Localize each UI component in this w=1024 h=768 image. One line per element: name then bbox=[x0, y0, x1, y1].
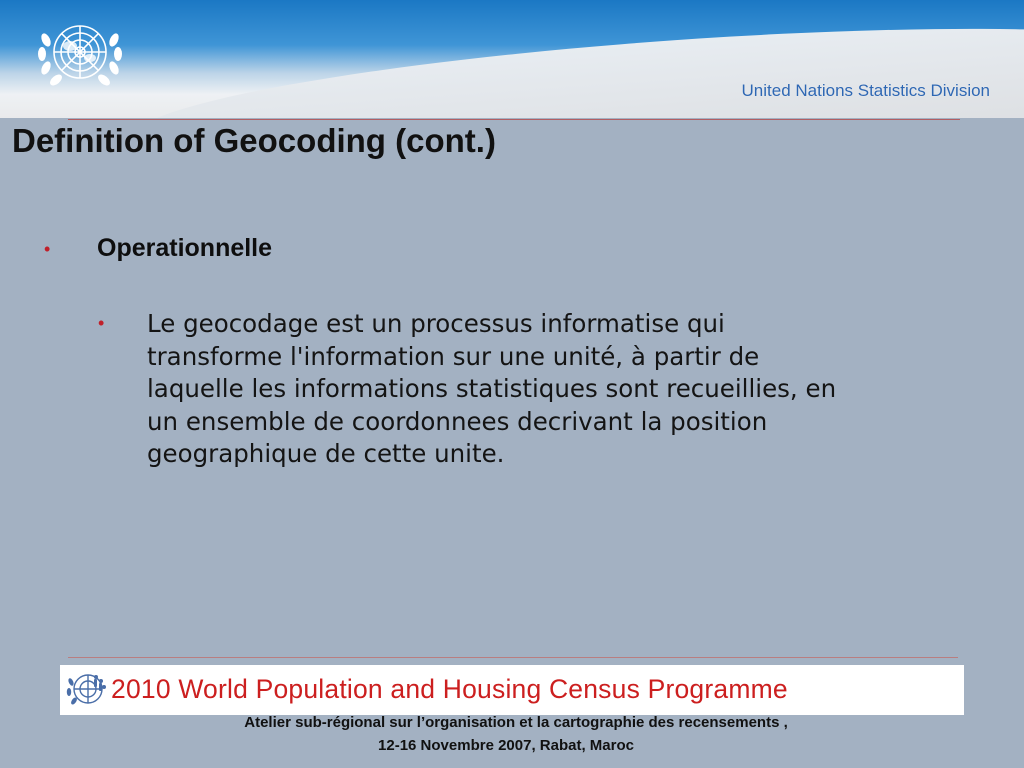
census-banner bbox=[60, 665, 964, 715]
slide-title: Definition of Geocoding (cont.) bbox=[12, 122, 496, 159]
un-emblem-icon bbox=[30, 10, 130, 100]
sub-bullet-text: Le geocodage est un processus informatise qui transforme l'information sur une unité, à partir de laquelle les informations statistiques sont recueillies, en un ensemble de coordonnees decrivant la position geographique de cette unite. bbox=[147, 309, 837, 469]
footer-line-2: 12-16 Novembre 2007, Rabat, Maroc bbox=[378, 737, 634, 754]
bullet-dot-icon: • bbox=[44, 239, 51, 259]
divider-bottom bbox=[68, 657, 958, 658]
division-name: United Nations Statistics Division bbox=[741, 81, 990, 100]
footer-line-1: Atelier sub-régional sur l’organisation et la cartographie des recensements , bbox=[244, 714, 788, 731]
sub-bullet-dot-icon: • bbox=[98, 313, 105, 333]
bullet-heading: Operationnelle bbox=[97, 234, 273, 262]
census-banner-title: 2010 World Population and Housing Census Programme bbox=[111, 674, 788, 704]
slide-header bbox=[0, 0, 1024, 118]
census-programme-logo-icon bbox=[66, 668, 112, 710]
